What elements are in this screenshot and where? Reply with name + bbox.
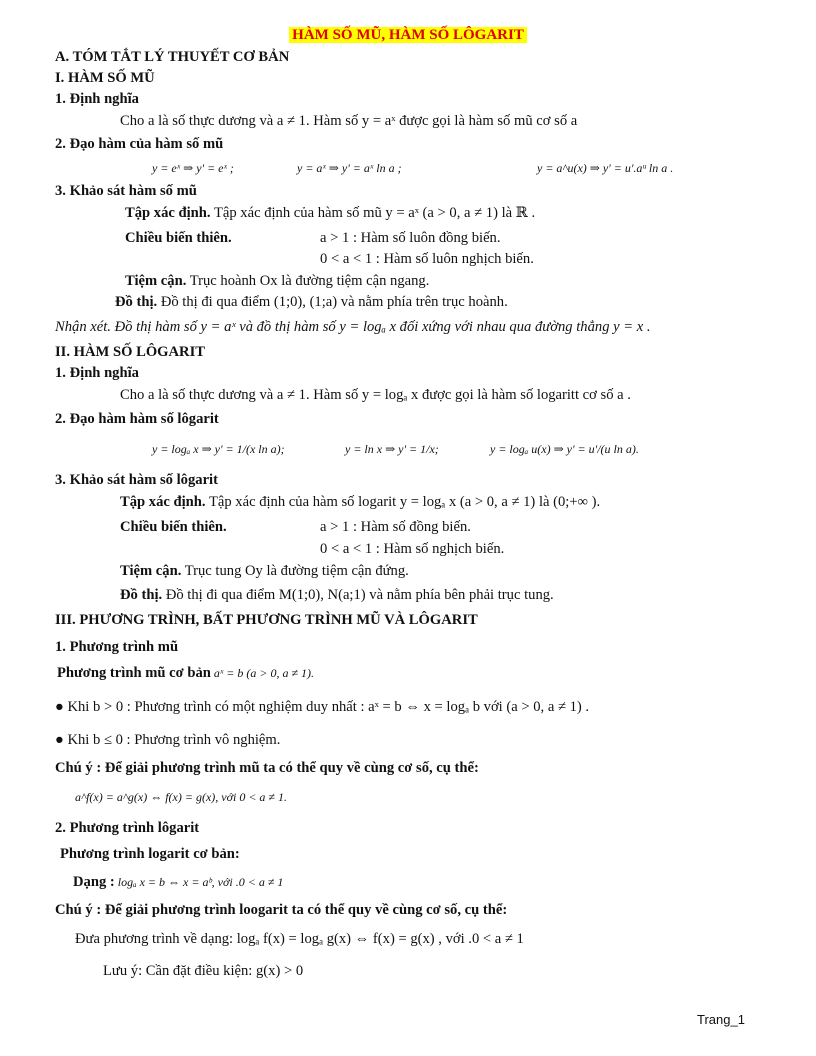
formula-log-derivative-1: y = logₐ x ⇒ y' = 1/(x ln a); bbox=[152, 442, 285, 456]
definition-log-text: Cho a là số thực dương và a ≠ 1. Hàm số y = logₐ x được gọi là hàm số logaritt cơ số a . bbox=[120, 387, 631, 403]
formula-log-derivative-3: y = logₐ u(x) ⇒ y' = u'/(u ln a). bbox=[490, 442, 639, 456]
definition-text: Cho a là số thực dương và a ≠ 1. Hàm số y = aˣ được gọi là hàm số mũ cơ số a bbox=[120, 113, 578, 129]
section-i-heading: I. HÀM SỐ MŨ bbox=[55, 70, 155, 86]
section-ii-heading: II. HÀM SỐ LÔGARIT bbox=[55, 344, 206, 360]
case-b-positive: ● Khi b > 0 : Phương trình có một nghiệm duy nhất : aˣ = b ⇔ x = logₐ b với (a > 0, a ≠ 1) . bbox=[55, 699, 590, 715]
graph-log-text: Đồ thị. Đồ thị đi qua điểm M(1;0), N(a;1) và nằm phía bên phải trục tung. bbox=[120, 587, 554, 603]
subheading-exp-equation: 1. Phương trình mũ bbox=[55, 639, 179, 655]
subheading-survey: 3. Khảo sát hàm số mũ bbox=[55, 183, 197, 199]
asymptote-log-text: Tiệm cận. Trục tung Oy là đường tiệm cận đứng. bbox=[120, 563, 409, 579]
monotonic-case-2: 0 < a < 1 : Hàm số luôn nghịch biến. bbox=[320, 251, 534, 267]
case-b-nonpositive: ● Khi b ≤ 0 : Phương trình vô nghiệm. bbox=[55, 732, 281, 748]
section-iii-heading: III. PHƯƠNG TRÌNH, BẤT PHƯƠNG TRÌNH MŨ VÀ LÔGARIT bbox=[55, 612, 478, 628]
basic-exp-equation: Phương trình mũ cơ bản aˣ = b (a > 0, a ≠ 1). bbox=[57, 665, 315, 681]
domain-text: Tập xác định. Tập xác định của hàm số mũ y = aˣ (a > 0, a ≠ 1) là ℝ . bbox=[125, 205, 536, 221]
asymptote-text: Tiệm cận. Trục hoành Ox là đường tiệm cận ngang. bbox=[125, 273, 430, 289]
log-equation-reduce: Đưa phương trình về dạng: logₐ f(x) = logₐ g(x) ⇔ f(x) = g(x) , với .0 < a ≠ 1 bbox=[75, 931, 524, 947]
condition-note: Lưu ý: Cần đặt điều kiện: g(x) > 0 bbox=[103, 963, 304, 979]
note-log-heading: Chú ý : Để giải phương trình loogarit ta có thể quy về cùng cơ số, cụ thể: bbox=[55, 902, 508, 918]
formula-same-base: a^f(x) = a^g(x) ⇔ f(x) = g(x), với 0 < a ≠ 1. bbox=[75, 790, 288, 804]
formula-derivative-2: y = aˣ ⇒ y' = aˣ ln a ; bbox=[297, 161, 402, 175]
subheading-definition-log: 1. Định nghĩa bbox=[55, 365, 139, 381]
formula-log-derivative-2: y = ln x ⇒ y' = 1/x; bbox=[345, 442, 439, 456]
monotonic-log-case-2: 0 < a < 1 : Hàm số nghịch biến. bbox=[320, 541, 505, 557]
subheading-definition: 1. Định nghĩa bbox=[55, 91, 139, 107]
basic-log-equation-label: Phương trình logarit cơ bản: bbox=[60, 846, 240, 862]
subheading-log-equation: 2. Phương trình lôgarit bbox=[55, 820, 200, 836]
document-title: HÀM SỐ MŨ, HÀM SỐ LÔGARIT bbox=[0, 26, 816, 44]
formula-derivative-3: y = a^u(x) ⇒ y' = u'.aᵘ ln a . bbox=[537, 161, 674, 175]
monotonic-log-case-1: a > 1 : Hàm số đồng biến. bbox=[320, 519, 471, 535]
monotonic-log-label: Chiều biến thiên. bbox=[120, 519, 227, 535]
graph-text: Đồ thị. Đồ thị đi qua điểm (1;0), (1;a) và nằm phía trên trục hoành. bbox=[115, 294, 508, 310]
note-exp-heading: Chú ý : Để giải phương trình mũ ta có thể quy về cùng cơ số, cụ thể: bbox=[55, 760, 479, 776]
subheading-derivative: 2. Đạo hàm của hàm số mũ bbox=[55, 136, 224, 152]
monotonic-label: Chiều biến thiên. bbox=[125, 230, 232, 246]
remark-text: Nhận xét. Đồ thị hàm số y = aˣ và đồ thị hàm số y = logₐ x đối xứng với nhau qua đường thẳng y = x . bbox=[55, 319, 651, 335]
page-number: Trang_1 bbox=[697, 1012, 745, 1027]
domain-log-text: Tập xác định. Tập xác định của hàm số logarit y = logₐ x (a > 0, a ≠ 1) là (0;+∞ ). bbox=[120, 494, 601, 510]
log-equation-form: Dạng : logₐ x = b ⇔ x = aᵇ, với .0 < a ≠ 1 bbox=[73, 874, 284, 890]
subheading-survey-log: 3. Khảo sát hàm số lôgarit bbox=[55, 472, 218, 488]
formula-derivative-1: y = eˣ ⇒ y' = eˣ ; bbox=[152, 161, 234, 175]
subheading-derivative-log: 2. Đạo hàm hàm số lôgarit bbox=[55, 411, 219, 427]
section-a-heading: A. TÓM TẮT LÝ THUYẾT CƠ BẢN bbox=[55, 49, 290, 65]
monotonic-case-1: a > 1 : Hàm số luôn đồng biến. bbox=[320, 230, 501, 246]
